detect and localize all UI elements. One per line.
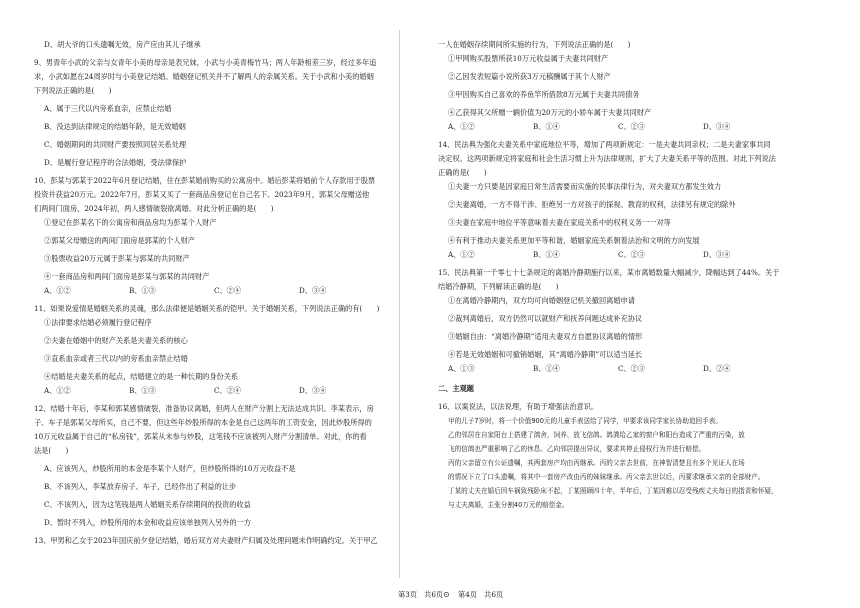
text-line: ①夫妻一方只要是因家庭日常生活需要而实施的民事法律行为，对夫妻双方都发生效力 — [448, 182, 722, 191]
text-line: ④一套商品房和两间门面房是彭某与郭某的共同财产 — [44, 272, 210, 281]
text-line: ②郭某父母赠送的两间门面房是郭某的个人财产 — [44, 236, 195, 245]
text-line: D、暂时不列入，炒股所用的本金和收益应该单独列入另外的一方 — [44, 518, 252, 527]
page-number-left: 第3页 共6页 — [398, 590, 444, 599]
text-line: 子、车子是郭某父母所买，自己不要，但这些年炒股所得的本金是自己这两年的工资安金，因此炒股所得的 — [34, 418, 372, 427]
text-line: D、是履行登记程序的合法婚姻，受法律保护 — [44, 158, 187, 167]
option-c: C、②④ — [214, 286, 242, 295]
question-block-13-cont — [438, 38, 840, 120]
binding-mark-icon: ⊙ — [443, 590, 450, 599]
text-line: ④乙获得其父所赠一辆价值为20万元的小轿车属于夫妻共同财产 — [448, 108, 652, 117]
text-line: 15、民法典第一千零七十七条规定的离婚冷静期施行以来，某市离婚数量大幅减少，降幅达到了44%。关于 — [438, 268, 780, 277]
text-line: ①甲网购买股票所获10万元收益属于夫妻共同财产 — [448, 54, 609, 63]
option-a: A、①② — [448, 122, 475, 131]
question-block-14 — [438, 138, 840, 248]
option-b: B、①④ — [533, 364, 560, 373]
option-c: C、②③ — [618, 122, 646, 131]
text-line: 14、民法典为强化夫妻关系中家庭地位平等，增加了两项新规定：一是夫妻共同亲权；二是夫妻家事共同 — [438, 140, 771, 149]
question-block-11 — [34, 302, 418, 384]
text-line: 飞的信鸽也严重影响了乙的休息。乙向邻居提出异议，要求其停止侵权行为并进行赔偿。 — [448, 445, 706, 453]
text-line: ④有利于推动夫妻关系更加平等和谐，婚姻家庭关系朝着法治和文明的方向发展 — [448, 236, 700, 245]
option-d: D、③④ — [299, 386, 327, 395]
text-line: ③甲因购买自己喜欢的养鱼竿所借款8万元属于夫妻共同债务 — [448, 90, 640, 99]
option-b: B、①③ — [129, 386, 156, 395]
text-line: 丙的父亲留立有公证遗嘱，其两套房产均由丙继承。丙的父亲去世前，在神智清楚且有多个见证人在场 — [448, 459, 745, 467]
option-c: C、②③ — [618, 250, 646, 259]
text-line: 正确的是( ) — [438, 168, 487, 177]
options-q11 — [34, 384, 418, 398]
text-line: ③夫妻在家庭中地位平等意味着夫妻在家庭关系中的权利义务一一对等 — [448, 218, 671, 227]
text-line: C、不该列入，因为这笔钱是两人婚姻关系存续期间的投资的收益 — [44, 500, 251, 509]
option-b: B、①④ — [533, 250, 560, 259]
text-line: A、属于三代以内旁系血亲，应禁止结婚 — [44, 104, 172, 113]
text-line: ③股票收益20万元属于彭某与郭某的共同财产 — [44, 254, 190, 263]
question-block-8-10 — [34, 38, 418, 284]
text-line: ②夫妻在婚姻中的财产关系是夫妻关系的核心 — [44, 336, 188, 345]
text-line: ②乙因发表短篇小说所获3万元稿酬属于其个人财产 — [448, 72, 611, 81]
page-number-right: 第4页 共6页 — [458, 590, 504, 599]
case-text — [438, 414, 840, 512]
option-d: D、③④ — [299, 286, 327, 295]
text-line: 们两间门面房，2024年初，两人感情破裂欲离婚。对此分析正确的是( ) — [34, 204, 274, 213]
option-d: D、②④ — [703, 364, 731, 373]
text-line: D、胡大爷的口头遗嘱无效，房产应由其儿子继承 — [44, 40, 201, 49]
text-line: 11、如果说爱情是婚姻关系的灵魂，那么法律便是婚姻关系的铠甲。关于婚姻关系，下列说法正确的有( ) — [34, 304, 380, 313]
text-line: 10万元收益属于自己的“私房钱”，郭某从未参与炒股，这笔钱不应该被列入财产分割清单。对此，你的看 — [34, 432, 367, 441]
text-line: ①登记在彭某名下的公寓房和商品房均为彭某个人财产 — [44, 218, 217, 227]
text-line: 乙的邻居在自家阳台上搭建了鸽舍，饲养、放飞信鸽。鸽粪给乙家的窗户和阳台造成了严重的污染，放 — [448, 431, 745, 439]
option-a: A、①② — [44, 286, 71, 295]
text-line: ③婚姻自由：“离婚冷静期”适用夫妻双方自愿协议离婚的情形 — [448, 332, 643, 341]
option-d: D、③④ — [703, 122, 731, 131]
option-b: B、①④ — [533, 122, 560, 131]
text-line: 13、甲男和乙女于2023年国庆前夕登记结婚，婚后双方对夫妻财产归属及处理问题未作明确约定。关于甲乙 — [34, 536, 378, 545]
options-q14 — [438, 248, 840, 262]
text-line: ②夫妻离婚，一方不得干涉、拒绝另一方对孩子的探视、教育的权利，法律另有规定的除外 — [448, 200, 736, 209]
text-line: 决定权。这两项新规定将家庭和社会生活习惯上升为法律规则，扩大了夫妻关系平等的范围。对此下列说法 — [438, 154, 776, 163]
text-line: 与丈夫离婚，主张分割40万元的赔偿金。 — [448, 501, 569, 509]
text-line: 的情况下立了口头遗嘱，将其中一套房产改由丙的妹妹继承。丙父亲去世以后，丙要求继承父亲的全部财产。 — [448, 473, 765, 481]
text-line: 求，小武如愿在24周岁时与小美登记结婚。婚姻登记机关并不了解两人的亲属关系。关于小武和小美的婚姻 — [34, 72, 374, 81]
text-line: 丁某的丈夫在婚后因车祸致残卧床不起，丁某照顾四十年，半年后，丁某因难以忍受残疾丈夫每日的指责和怀疑， — [448, 487, 778, 495]
text-line: 一人在婚姻存续期间所实施的行为，下列说法正确的是( ) — [438, 40, 631, 49]
text-line: ④结婚是夫妻关系的起点，结婚建立的是一种长期的身份关系 — [44, 372, 239, 381]
option-b: B、①③ — [129, 286, 156, 295]
text-line: 甲的儿子7岁时，将一个价值900元的儿童手表送给了同学，甲要求该同学家长协助追回手表。 — [448, 417, 722, 425]
text-line: 结婚冷静期，下列解读正确的是( ) — [438, 282, 559, 291]
text-line: C、婚姻期间的共同财产要按照同居关系处理 — [44, 140, 187, 149]
text-line: 12、结婚十年后，李某和郭某感情破裂，准备协议离婚，但两人在财产分割上无法达成共识。李某表示，房 — [34, 404, 374, 413]
option-a: A、①③ — [448, 364, 475, 373]
options-q15 — [438, 362, 840, 376]
text-line: ②裁判离婚后，双方仍然可以就财产和抚养问题达成补充协议 — [448, 314, 643, 323]
text-line: A、应该列入，炒股所用的本金是李某个人财产，但炒股所得的10万元收益不是 — [44, 464, 296, 473]
section-title: 二、主观题 — [438, 384, 474, 393]
text-line: ①在离婚冷静期内，双方均可向婚姻登记机关撤回离婚申请 — [448, 296, 635, 305]
text-line: B、不该列入，李某放弃房子、车子，已经作出了利益的让步 — [44, 482, 237, 491]
options-q10 — [34, 284, 418, 298]
options-q13 — [438, 120, 840, 134]
page-divider — [399, 30, 400, 578]
text-line: B、没达到法律规定的结婚年龄，是无效婚姻 — [44, 122, 186, 131]
text-line: 9、男青年小武的父亲与女青年小美的母亲是表兄妹，小武与小美青梅竹马；两人年龄相差三岁，经过多年追 — [34, 58, 377, 67]
right-page — [430, 0, 860, 608]
question-block-15 — [438, 266, 840, 362]
text-line: 下列说法正确的是( ) — [34, 86, 112, 95]
text-line: 10、彭某与郭某于2022年6月登记结婚，住在彭某婚前购买的公寓房中。婚后彭某将婚前个人存款用于股票 — [34, 176, 376, 185]
text-line: ①法律要求结婚必须履行登记程序 — [44, 318, 152, 327]
option-a: A、①② — [448, 250, 475, 259]
question-block-12-13 — [34, 402, 418, 548]
text-line: 法是( ) — [34, 446, 69, 455]
option-d: D、③④ — [703, 250, 731, 259]
option-c: C、②④ — [214, 386, 242, 395]
text-line: ③直系血亲或者三代以内的旁系血亲禁止结婚 — [44, 354, 188, 363]
text-line: ④若是无效婚姻和可撤销婚姻，其“离婚冷静期”可以适当延长 — [448, 350, 643, 359]
option-c: C、②③ — [618, 364, 646, 373]
option-a: A、①② — [44, 386, 71, 395]
question-16-intro: 16、以案说法，以法说理，有助于增强法治意识。 — [438, 402, 599, 411]
text-line: 投资并获益20万元。2022年7月，彭某又买了一套商品房登记在自己名下。2023年9月，郭某父母赠送他 — [34, 190, 370, 199]
